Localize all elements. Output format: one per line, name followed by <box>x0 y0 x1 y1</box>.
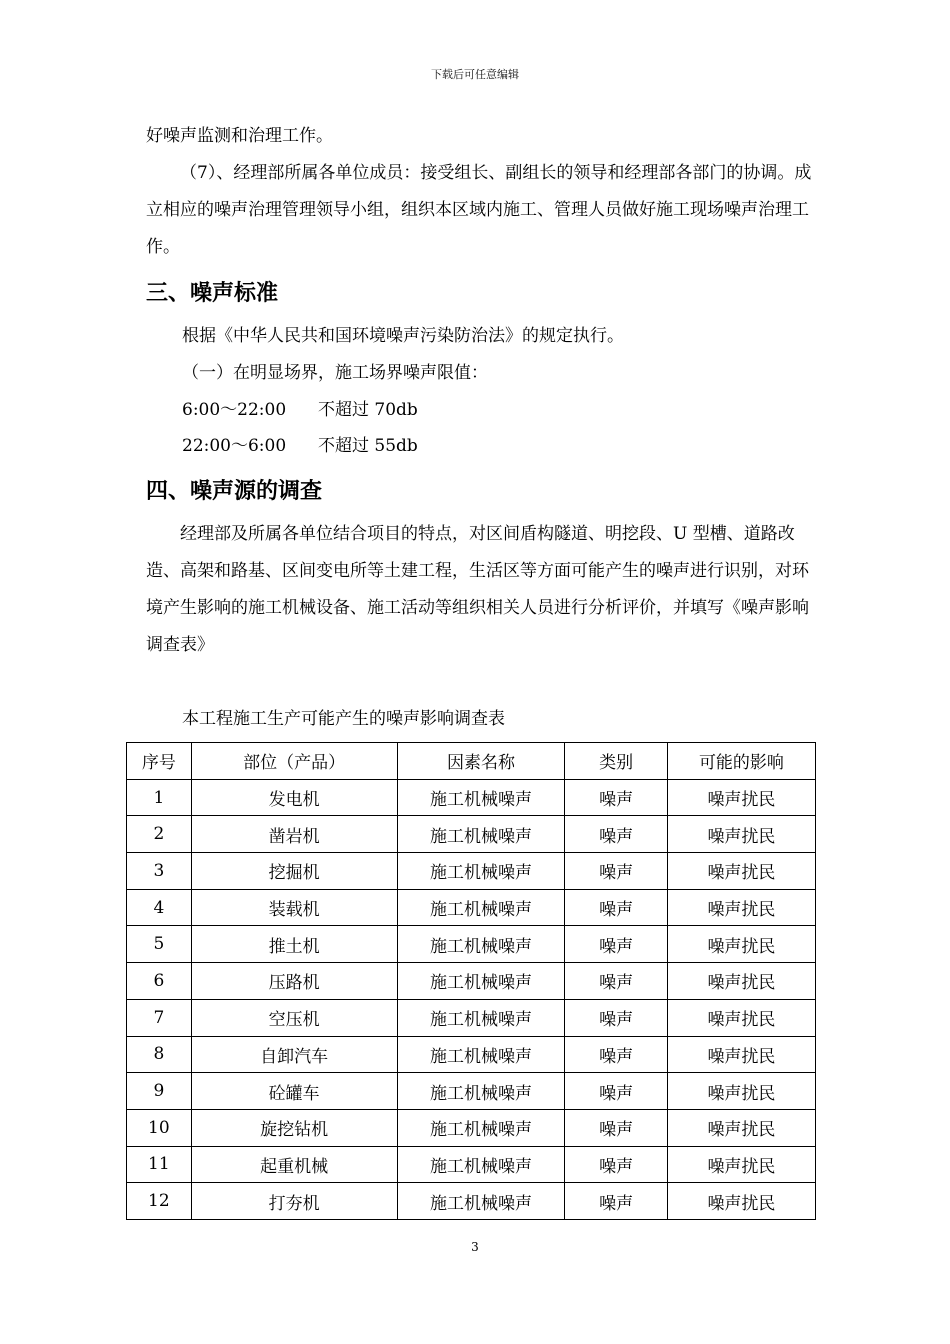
table-cell: 噪声 <box>565 926 667 963</box>
table-caption: 本工程施工生产可能产生的噪声影响调查表 <box>182 709 505 729</box>
table-cell: 施工机械噪声 <box>397 1146 565 1183</box>
table-cell: 旋挖钻机 <box>191 1109 397 1146</box>
table-cell: 挖掘机 <box>191 853 397 890</box>
page-number: 3 <box>471 1240 479 1254</box>
table-row <box>127 853 816 890</box>
column-header: 部位（产品） <box>191 743 397 780</box>
table-cell: 施工机械噪声 <box>397 889 565 926</box>
time-range: 22:00～6:00 <box>182 436 287 456</box>
page-header: 下载后可任意编辑 <box>431 68 519 81</box>
table-row <box>127 999 816 1036</box>
noise-limit: 不超过 55db <box>318 436 418 456</box>
table-cell: 推土机 <box>191 926 397 963</box>
section4-body: 经理部及所属各单位结合项目的特点，对区间盾构隧道、明挖段、U 型槽、道路改造、高架和路基、区间变电所等土建工程，生活区等方面可能产生的噪声进行识别，对环境产生影响的施工机械设备、施工活动等组织相关人员进行分析评价，并填写《噪声影响调查表》 <box>146 524 809 655</box>
table-cell: 噪声 <box>565 889 667 926</box>
section-heading-3: 三、噪声标准 <box>146 281 279 306</box>
table-cell: 噪声扰民 <box>667 1109 815 1146</box>
column-header: 可能的影响 <box>667 743 815 780</box>
time-range: 6:00～22:00 <box>182 400 287 420</box>
table-cell: 1 <box>127 779 192 816</box>
table-cell: 施工机械噪声 <box>397 926 565 963</box>
section3-subitem: （一）在明显场界，施工场界噪声限值： <box>182 363 488 383</box>
table-cell: 噪声扰民 <box>667 999 815 1036</box>
table-cell: 噪声 <box>565 779 667 816</box>
table-cell: 自卸汽车 <box>191 1036 397 1073</box>
table-cell: 噪声扰民 <box>667 926 815 963</box>
table-row <box>127 1073 816 1110</box>
table-cell: 施工机械噪声 <box>397 1073 565 1110</box>
table-row <box>127 1146 816 1183</box>
noise-limit-row <box>146 428 814 464</box>
table-cell: 3 <box>127 853 192 890</box>
table-cell: 噪声 <box>565 1146 667 1183</box>
table-cell: 噪声 <box>565 1109 667 1146</box>
table-cell: 压路机 <box>191 963 397 1000</box>
table-cell: 8 <box>127 1036 192 1073</box>
table-cell: 空压机 <box>191 999 397 1036</box>
table-cell: 噪声扰民 <box>667 1073 815 1110</box>
table-cell: 噪声 <box>565 1183 667 1220</box>
table-cell: 噪声扰民 <box>667 1183 815 1220</box>
table-cell: 噪声 <box>565 1036 667 1073</box>
table-cell: 打夯机 <box>191 1183 397 1220</box>
table-cell: 噪声 <box>565 999 667 1036</box>
table-row <box>127 926 816 963</box>
table-cell: 噪声 <box>565 816 667 853</box>
table-row <box>127 779 816 816</box>
table-cell: 施工机械噪声 <box>397 1036 565 1073</box>
table-cell: 施工机械噪声 <box>397 1183 565 1220</box>
table-cell: 噪声扰民 <box>667 816 815 853</box>
table-row <box>127 1036 816 1073</box>
table-cell: 5 <box>127 926 192 963</box>
table-row <box>127 816 816 853</box>
table-cell: 9 <box>127 1073 192 1110</box>
column-header: 类别 <box>565 743 667 780</box>
section-heading-4: 四、噪声源的调查 <box>146 479 323 504</box>
table-cell: 噪声 <box>565 963 667 1000</box>
section3-intro: 根据《中华人民共和国环境噪声污染防治法》的规定执行。 <box>182 326 624 346</box>
table-row <box>127 889 816 926</box>
table-cell: 噪声扰民 <box>667 1036 815 1073</box>
noise-survey-table <box>126 742 816 1220</box>
table-cell: 施工机械噪声 <box>397 1109 565 1146</box>
table-row <box>127 1109 816 1146</box>
table-cell: 噪声 <box>565 1073 667 1110</box>
paragraph-item-7: （7）、经理部所属各单位成员：接受组长、副组长的领导和经理部各部门的协调。成立相应的噪声治理管理领导小组，组织本区域内施工、管理人员做好施工现场噪声治理工作。 <box>146 163 812 257</box>
table-cell: 施工机械噪声 <box>397 963 565 1000</box>
table-header-row <box>127 743 816 780</box>
table-cell: 噪声扰民 <box>667 1146 815 1183</box>
table-cell: 4 <box>127 889 192 926</box>
table-cell: 2 <box>127 816 192 853</box>
table-cell: 装载机 <box>191 889 397 926</box>
table-cell: 发电机 <box>191 779 397 816</box>
paragraph-continuation: 好噪声监测和治理工作。 <box>146 126 333 146</box>
table-cell: 噪声扰民 <box>667 779 815 816</box>
noise-limit: 不超过 70db <box>318 400 418 420</box>
table-cell: 砼罐车 <box>191 1073 397 1110</box>
table-cell: 噪声扰民 <box>667 963 815 1000</box>
column-header: 因素名称 <box>397 743 565 780</box>
document-body <box>146 118 814 732</box>
table-cell: 噪声 <box>565 853 667 890</box>
table-cell: 施工机械噪声 <box>397 999 565 1036</box>
table-cell: 6 <box>127 963 192 1000</box>
table-cell: 7 <box>127 999 192 1036</box>
table-cell: 施工机械噪声 <box>397 816 565 853</box>
table-cell: 凿岩机 <box>191 816 397 853</box>
table-cell: 10 <box>127 1109 192 1146</box>
table-cell: 噪声扰民 <box>667 889 815 926</box>
column-header: 序号 <box>127 743 192 780</box>
table-cell: 12 <box>127 1183 192 1220</box>
table-row <box>127 1183 816 1220</box>
table-cell: 噪声扰民 <box>667 853 815 890</box>
table-cell: 施工机械噪声 <box>397 853 565 890</box>
table-row <box>127 963 816 1000</box>
table-cell: 11 <box>127 1146 192 1183</box>
table-cell: 施工机械噪声 <box>397 779 565 816</box>
table-cell: 起重机械 <box>191 1146 397 1183</box>
noise-limit-row <box>146 392 814 428</box>
